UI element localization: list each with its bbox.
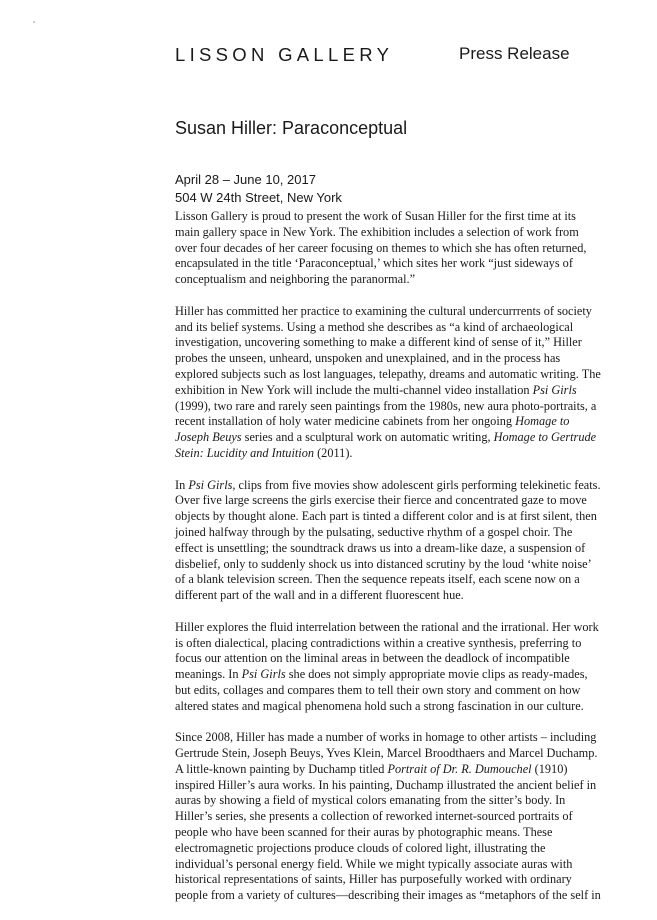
text-segment: of a blank television screen. Then the sequence repeats itself, each scene now on a — [175, 572, 580, 587]
italic-title: Homage to Gertrude — [493, 430, 597, 445]
text-segment: meanings. In — [175, 667, 242, 682]
body-paragraph — [175, 209, 587, 288]
paragraph-line — [175, 414, 587, 430]
paragraph-line — [175, 636, 587, 652]
paragraph-line — [175, 746, 598, 762]
paragraph-line — [175, 841, 587, 857]
text-segment: (1999), two rare and rarely seen paintings from the 1980s, new aura photo-portraits, a — [175, 398, 597, 413]
paragraph-line — [175, 383, 587, 399]
paragraph-line — [175, 320, 587, 336]
text-segment: Since 2008, Hiller has made a number of works in homage to other artists – including — [175, 730, 597, 745]
paragraph-line — [175, 793, 587, 809]
text-segment: individual’s personal energy field. While we might typically associate auras with — [175, 856, 573, 871]
text-segment: historical representations of saints, Hiller has purposefully worked with ordinary — [175, 872, 572, 887]
paragraph-line — [175, 777, 597, 794]
paragraph-line — [175, 730, 597, 746]
paragraph-line — [175, 366, 601, 383]
text-segment: Hiller explores the fluid interrelation between the rational and the irrational. Her work — [175, 619, 599, 634]
paragraph-line — [175, 351, 587, 367]
text-segment: but edits, collages and compares them to tell their own story and comment on how — [175, 682, 581, 697]
paragraph-line — [175, 303, 592, 320]
paragraph-line — [175, 825, 587, 841]
text-segment: In — [175, 477, 189, 492]
paragraph-line — [175, 667, 587, 683]
body-paragraph — [175, 730, 601, 904]
paragraph-line — [175, 525, 587, 541]
text-segment: people from a variety of cultures—describing their images as “metaphors of the self in — [175, 888, 601, 903]
text-segment: investigation, uncovering something to make a different kind of sense of it,” Hiller — [175, 335, 582, 350]
text-segment: disbelief, only to suddenly shock us into distanced scrutiny by the loud ‘white noise’ — [175, 556, 592, 571]
body-paragraph — [175, 477, 601, 604]
text-segment: altered states and magical phenomena hold such a strong fascination in our culture. — [175, 698, 584, 713]
italic-title: Psi Girls — [188, 477, 233, 492]
text-segment: probes the unseen, unheard, unspoken and unexplained, and in the process has — [175, 351, 561, 366]
text-segment: focus our attention on the liminal areas in between the deadlock of incompatible — [175, 651, 570, 666]
paragraph-line — [175, 241, 587, 257]
press-release-body — [175, 209, 601, 920]
paragraph-line — [175, 588, 587, 604]
italic-title: Stein: Lucidity and Intuition — [175, 445, 315, 460]
paragraph-line — [175, 762, 587, 778]
text-segment: main gallery space in New York. The exhibition includes a selection of work from — [175, 224, 579, 239]
text-segment: auras by showing a field of mystical colors emanating from the sitter’s body. In — [175, 793, 566, 808]
paragraph-line — [175, 398, 597, 415]
paragraph-line — [175, 509, 597, 525]
text-segment: and its belief systems. Using a method she describes as “a kind of archaeological — [175, 319, 574, 334]
text-segment: series and a sculptural work on automatic writing, — [241, 430, 494, 445]
text-segment: exhibition in New York will include the multi-channel video installation — [175, 382, 533, 397]
text-segment: Hiller has committed her practice to examining the cultural undercurrrents of society — [175, 303, 592, 318]
text-segment: is often dialectical, placing contradictions within a creative synthesis, preferring to — [175, 635, 582, 650]
text-segment: Lisson Gallery is proud to present the work of Susan Hiller for the first time at its — [175, 209, 576, 223]
paragraph-line — [175, 683, 587, 699]
text-segment: A little-known painting by Duchamp titled — [175, 761, 388, 776]
paragraph-line — [175, 699, 587, 715]
paragraph-line — [175, 272, 587, 288]
italic-title: Psi Girls — [241, 667, 286, 682]
paragraph-line — [175, 335, 587, 351]
text-segment: people who have been scanned for their auras by photographic means. These — [175, 825, 553, 840]
text-segment: conceptualism and neighboring the paranormal.” — [175, 272, 416, 287]
text-segment: explored subjects such as lost languages, telepathy, dreams and automatic writing. The — [175, 366, 601, 381]
text-segment: inspired Hiller’s aura works. In his painting, Duchamp illustrated the ancient belief in — [175, 777, 597, 792]
text-segment: recent installation of holy water medicine cabinets from her ongoing — [175, 414, 516, 429]
exhibition-title: Susan Hiller: Paraconceptual — [175, 118, 408, 138]
paragraph-line — [175, 888, 601, 904]
text-segment: Hiller’s series, she presents a collection of reworked internet-sourced portraits of — [175, 809, 573, 824]
paragraph-line — [175, 541, 587, 557]
scan-speck — [33, 21, 35, 23]
paragraph-line — [175, 872, 587, 888]
exhibition-dates: April 28 – June 10, 2017 — [175, 172, 316, 187]
text-segment: encapsulated in the title ‘Paraconceptual,’ which sites her work “just sideways of — [175, 256, 573, 271]
paragraph-line — [175, 572, 587, 588]
paragraph-line — [175, 809, 587, 825]
paragraph-line — [175, 619, 599, 636]
text-segment: objects by thought alone. Each part is tinted a different color and is at first silent, then — [175, 509, 597, 524]
paragraph-line — [175, 430, 597, 446]
paragraph-line — [175, 556, 592, 573]
text-segment: Gertrude Stein, Joseph Beuys, Yves Klein, Marcel Broodthaers and Marcel Duchamp. — [175, 746, 598, 761]
paragraph-line — [175, 651, 587, 667]
text-segment: electromagnetic projections produce clouds of colored light, illustrating the — [175, 840, 546, 855]
text-segment: (1910) — [531, 761, 568, 776]
text-segment: effect is unsettling; the soundtrack draws us into a dream-like daze, a suspension of — [175, 540, 586, 555]
gallery-logo: LISSON GALLERY — [175, 44, 394, 65]
press-release-label: Press Release — [459, 44, 570, 63]
paragraph-line — [175, 225, 587, 241]
text-segment: joined halfway through by the pulsating, seductive rhythm of a gospel choir. The — [175, 524, 573, 539]
italic-title: Joseph Beuys — [175, 430, 242, 445]
paragraph-line — [175, 209, 587, 225]
text-segment: over four decades of her career focusing on themes to which she has often returned, — [175, 240, 587, 255]
text-segment: , clips from five movies show adolescent girls performing telekinetic feats. — [232, 477, 601, 492]
italic-title: Homage to — [515, 414, 570, 429]
text-segment: Over five large screens the girls exercise their fierce and concentrated gaze to move — [175, 493, 587, 508]
exhibition-address: 504 W 24th Street, New York — [175, 190, 342, 205]
body-paragraph — [175, 619, 599, 715]
paragraph-line — [175, 857, 587, 873]
text-segment: different part of the wall and in a different fluorescent hue. — [175, 588, 464, 603]
paragraph-line — [175, 477, 601, 494]
paragraph-line — [175, 446, 587, 462]
italic-title: Psi Girls — [532, 382, 577, 397]
paragraph-line — [175, 256, 587, 272]
paragraph-line — [175, 493, 587, 509]
body-paragraph — [175, 303, 601, 462]
text-segment: (2011). — [314, 445, 353, 460]
italic-title: Portrait of Dr. R. Dumouchel — [387, 761, 532, 776]
text-segment: she does not simply appropriate movie clips as ready-mades, — [285, 667, 588, 682]
